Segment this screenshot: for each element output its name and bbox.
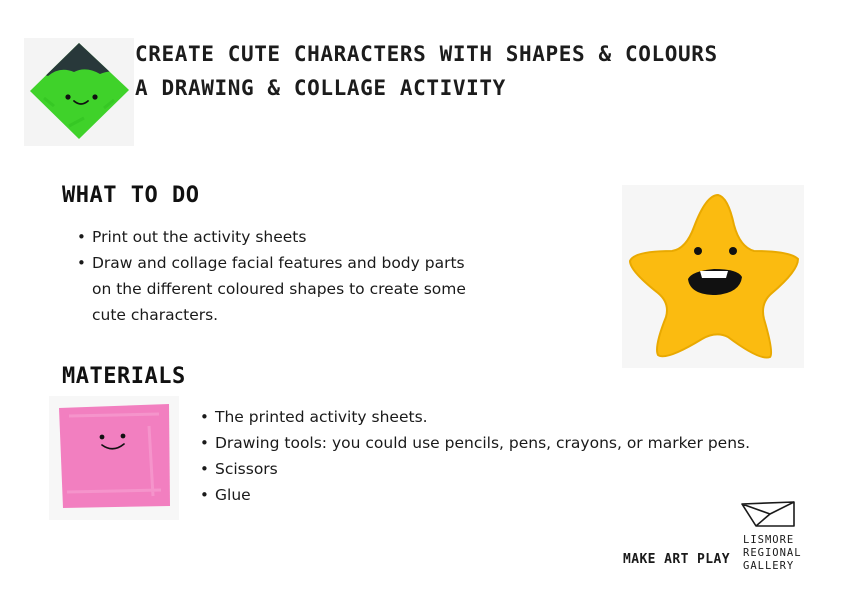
list-item: • Glue [198, 482, 798, 508]
list-item: • Print out the activity sheets [75, 224, 480, 250]
what-to-do-section [62, 183, 199, 208]
gallery-name-line: LISMORE [743, 534, 795, 546]
page-subtitle: A DRAWING & COLLAGE ACTIVITY [135, 76, 506, 100]
yellow-star-character-icon [622, 185, 804, 368]
green-diamond-character-icon [24, 38, 134, 146]
pink-square-character-icon [49, 396, 179, 520]
gallery-name-line: GALLERY [743, 560, 795, 572]
gallery-name [743, 534, 802, 573]
materials-heading: MATERIALS [62, 364, 186, 389]
title-block [135, 42, 718, 100]
materials-section [62, 364, 186, 389]
gallery-logo-icon [740, 500, 796, 530]
what-to-do-heading: WHAT TO DO [62, 183, 200, 208]
list-item: • Draw and collage facial features and body parts on the different coloured shapes to create some cute characters. [75, 250, 480, 328]
footer-tagline: MAKE ART PLAY [623, 552, 730, 567]
list-item: • The printed activity sheets. [198, 404, 798, 430]
materials-list [198, 404, 798, 508]
list-item: • Scissors [198, 456, 798, 482]
list-item: • Drawing tools: you could use pencils, pens, crayons, or marker pens. [198, 430, 798, 456]
gallery-name-line: REGIONAL [743, 547, 802, 559]
what-to-do-list [75, 224, 480, 328]
page-title: CREATE CUTE CHARACTERS WITH SHAPES & COLOURS [135, 42, 718, 66]
